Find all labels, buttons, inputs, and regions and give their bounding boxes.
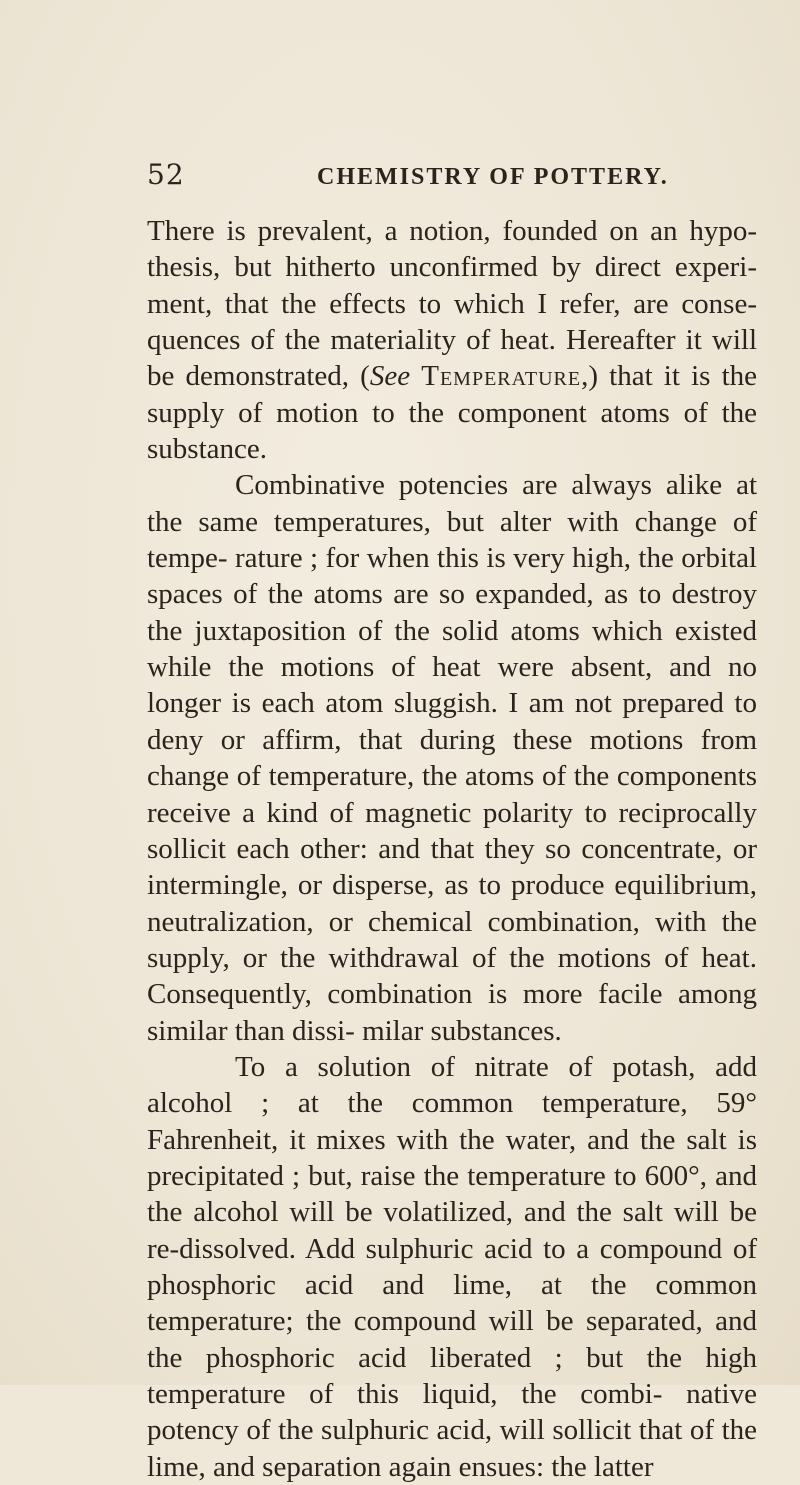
paragraph-3: To a solution of nitrate of potash, add alcohol ; at the common temperature, 59° Fahrenheit, it mixes with the water, and the salt is precipitated ; but, raise the temperature to 600°, and the alcohol will be volatilized, and the salt will be re-dissolved. Add sulphuric acid to a compound of phosphoric acid and lime, at the common temperature; the compound will be separated, and the phosphoric acid liberated ; but the high temperature of this liquid, the combi- native potency of the sulphuric acid, will sollicit that of the lime, and separation again ensues: the latter: [147, 1050, 757, 1483]
paragraph-1-text-a: There is prevalent, a notion, founded on an hypo- thesis, but hitherto unconfirmed by direct experi- ment, that the effects to which I refer, are conse- quences of the materiality of heat. Hereafter it will be demonstrated, (: [147, 215, 757, 393]
see-reference-label: See: [369, 360, 411, 393]
paragraph-2: Combinative potencies are always alike at the same temperatures, but alter with change of tempe- rature ; for when this is very high, the orbital spaces of the atoms are so expanded, as to destroy the juxtaposition of the solid atoms which existed while the motions of heat were absent, and no longer is each atom sluggish. I am not prepared to deny or affirm, that during these motions from change of temperature, the atoms of the components receive a kind of magnetic polarity to reciprocally sollicit each other: and that they so concentrate, or intermingle, or disperse, as to produce equilibrium, neutralization, or chemical combination, with the supply, or the withdrawal of the motions of heat. Consequently, combination is more facile among similar than dissi- milar substances.: [147, 469, 757, 1047]
cross-reference-temperature: Temperature: [421, 360, 582, 393]
paragraph-1-text-b: ,) that it is the supply of motion to the component atoms of the substance.: [147, 360, 758, 466]
paragraph-1: [147, 213, 757, 467]
page-header: [147, 158, 767, 198]
page-number: 52: [147, 158, 185, 191]
running-title: CHEMISTRY OF POTTERY.: [317, 164, 669, 190]
body-text: [147, 213, 757, 1485]
